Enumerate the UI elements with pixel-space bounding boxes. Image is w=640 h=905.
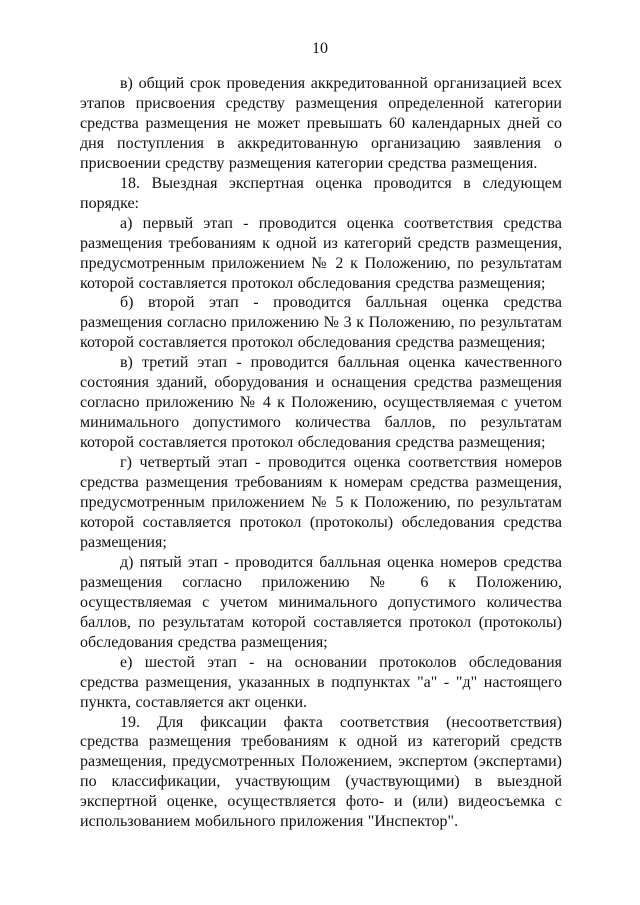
paragraph-stage-4: г) четвертый этап - проводится оценка соответствия номеров средства размещения требованиям к номерам средства размещения, предусмотренным приложением № 5 к Положению, по результатам которой составляется протокол (протоколы) обследования средства размещения; bbox=[80, 454, 562, 551]
paragraph-19: 19. Для фиксации факта соответствия (несоответствия) средства размещения требованиям к одной из категорий средств размещения, предусмотренных Положением, экспертом (экспертами) по классификации, участвующим (участвующими) в выездной экспертной оценке, осуществляется фото- и (или) видеосъемка с использованием мобильного приложения "Инспектор". bbox=[80, 713, 562, 831]
paragraph-item-v-deadline: в) общий срок проведения аккредитованной организацией всех этапов присвоения средству размещения определенной категории средства размещения не может превышать 60 календарных дней со дня поступления в аккредитованную организацию заявления о присвоении средству размещения категории средства размещения. bbox=[80, 75, 562, 172]
paragraph-stage-5: д) пятый этап - проводится балльная оценка номеров средства размещения согласно приложению № 6 к Положению, осуществляемая с учетом минимального допустимого количества баллов, по результатам которой составляется протокол (протоколы) обследования средства размещения; bbox=[80, 553, 562, 651]
document-body bbox=[80, 74, 562, 832]
paragraph-stage-6: е) шестой этап - на основании протоколов обследования средства размещения, указанных в подпунктах "а" - "д" настоящего пункта, составляется акт оценки. bbox=[80, 653, 562, 711]
page-number: 10 bbox=[312, 40, 328, 57]
paragraph-stage-1: а) первый этап - проводится оценка соответствия средства размещения требованиям к одной из категорий средств размещения, предусмотренным приложением № 2 к Положению, по результатам которой составляется протокол обследования средства размещения; bbox=[80, 214, 562, 292]
paragraph-stage-2: б) второй этап - проводится балльная оценка средства размещения согласно приложению № 3 к Положению, по результатам которой составляется протокол обследования средства размещения; bbox=[80, 294, 562, 352]
paragraph-stage-3: в) третий этап - проводится балльная оценка качественного состояния зданий, оборудования и оснащения средства размещения согласно приложению № 4 к Положению, осуществляемая с учетом минимального допустимого количества баллов, по результатам которой составляется протокол обследования средства размещения; bbox=[80, 354, 562, 452]
paragraph-18-heading: 18. Выездная экспертная оценка проводится в следующем порядке: bbox=[80, 174, 562, 212]
